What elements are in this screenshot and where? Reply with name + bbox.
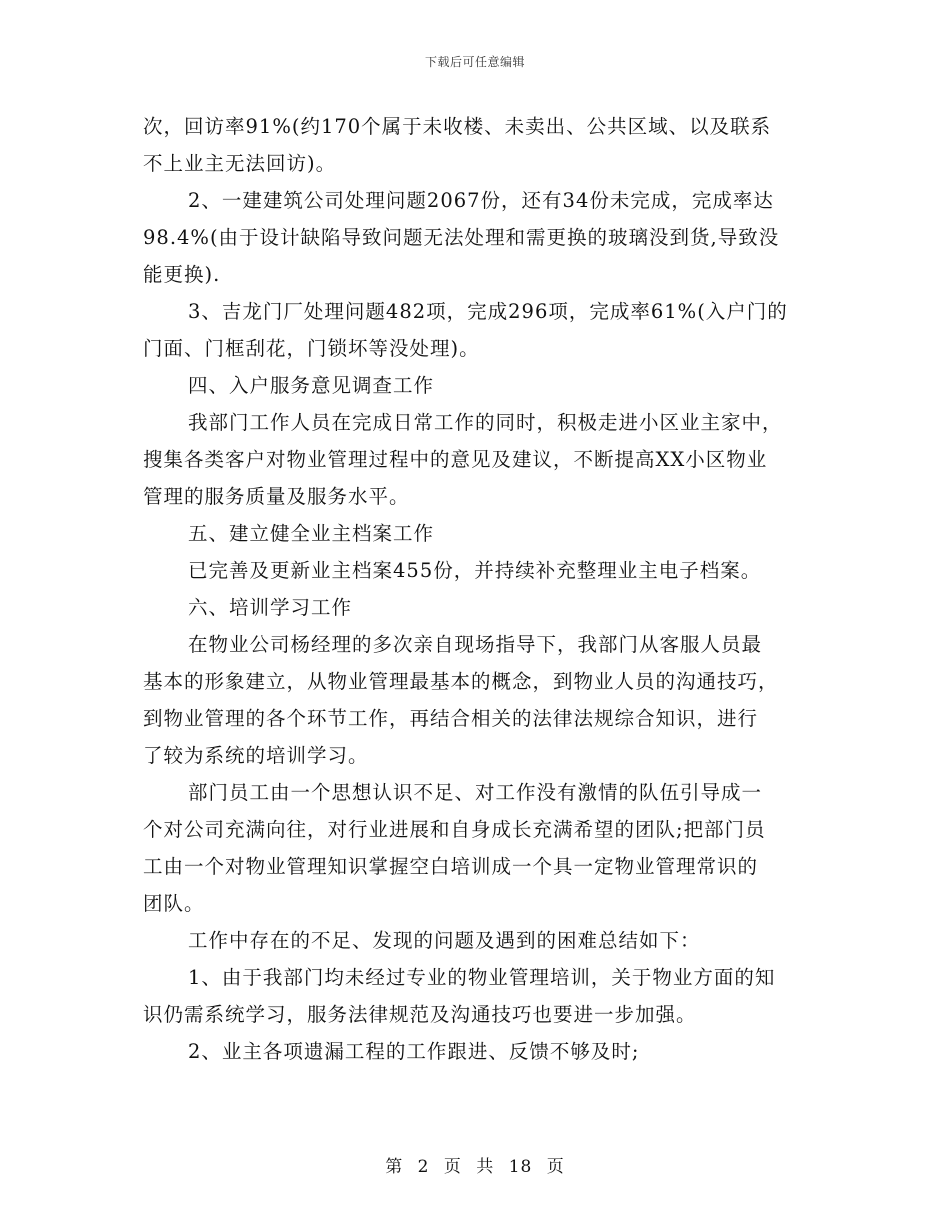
- text-line: 搜集各类客户对物业管理过程中的意见及建议，不断提高XX小区物业: [143, 448, 768, 471]
- footer-page-number: 2: [417, 1157, 430, 1177]
- text-line: 部门员工由一个思想认识不足、对工作没有激情的队伍引导成一: [188, 781, 763, 804]
- page-footer: [0, 1152, 950, 1177]
- text-line: 工由一个对物业管理知识掌握空白培训成一个具一定物业管理常识的: [143, 855, 759, 878]
- text-line: 工作中存在的不足、发现的问题及遇到的困难总结如下：: [188, 929, 701, 952]
- text-line: 1、由于我部门均未经过专业的物业管理培训，关于物业方面的知: [188, 966, 776, 989]
- footer-total-unit: 页: [546, 1157, 565, 1177]
- footer-total-prefix: 共: [476, 1157, 495, 1177]
- footer-total-pages: 18: [508, 1157, 533, 1177]
- text-line: 次，回访率91%(约170个属于未收楼、未卖出、公共区域、以及联系: [143, 115, 772, 138]
- text-line: 能更换).: [143, 263, 221, 286]
- text-line: 门面、门框刮花，门锁坏等没处理)。: [143, 337, 480, 360]
- text-line: 个对公司充满向往，对行业进展和自身成长充满希望的团队;把部门员: [143, 818, 766, 841]
- text-line: 2、一建建筑公司处理问题2067份，还有34份未完成，完成率达: [188, 189, 774, 212]
- text-line: 已完善及更新业主档案455份，并持续补充整理业主电子档案。: [188, 559, 762, 582]
- document-body: [143, 108, 811, 1070]
- section-heading: 六、培训学习工作: [188, 596, 353, 619]
- text-line: 在物业公司杨经理的多次亲自现场指导下，我部门从客服人员最: [188, 633, 763, 656]
- footer-page-unit: 页: [443, 1157, 462, 1177]
- text-line: 3、吉龙门厂处理问题482项，完成296项，完成率61%(入户门的: [188, 300, 788, 323]
- text-line: 我部门工作人员在完成日常工作的同时，积极走进小区业主家中，: [188, 411, 783, 434]
- text-line: 管理的服务质量及服务水平。: [143, 485, 410, 508]
- text-line: 2、业主各项遗漏工程的工作跟进、反馈不够及时;: [188, 1040, 640, 1063]
- text-line: 98.4%(由于设计缺陷导致问题无法处理和需更换的玻璃没到货,导致没: [143, 226, 780, 249]
- section-heading: 四、入户服务意见调查工作: [188, 374, 435, 397]
- text-line: 到物业管理的各个环节工作，再结合相关的法律法规综合知识，进行: [143, 707, 759, 730]
- text-line: 团队。: [143, 892, 205, 915]
- footer-prefix: 第: [385, 1157, 404, 1177]
- section-heading: 五、建立健全业主档案工作: [188, 522, 435, 545]
- text-line: 基本的形象建立，从物业管理最基本的概念，到物业人员的沟通技巧，: [143, 670, 779, 693]
- text-line: 识仍需系统学习，服务法律规范及沟通技巧也要进一步加强。: [143, 1003, 697, 1026]
- page-header-note: 下载后可任意编辑: [424, 55, 525, 69]
- text-line: 不上业主无法回访)。: [143, 152, 337, 175]
- text-line: 了较为系统的培训学习。: [143, 744, 369, 767]
